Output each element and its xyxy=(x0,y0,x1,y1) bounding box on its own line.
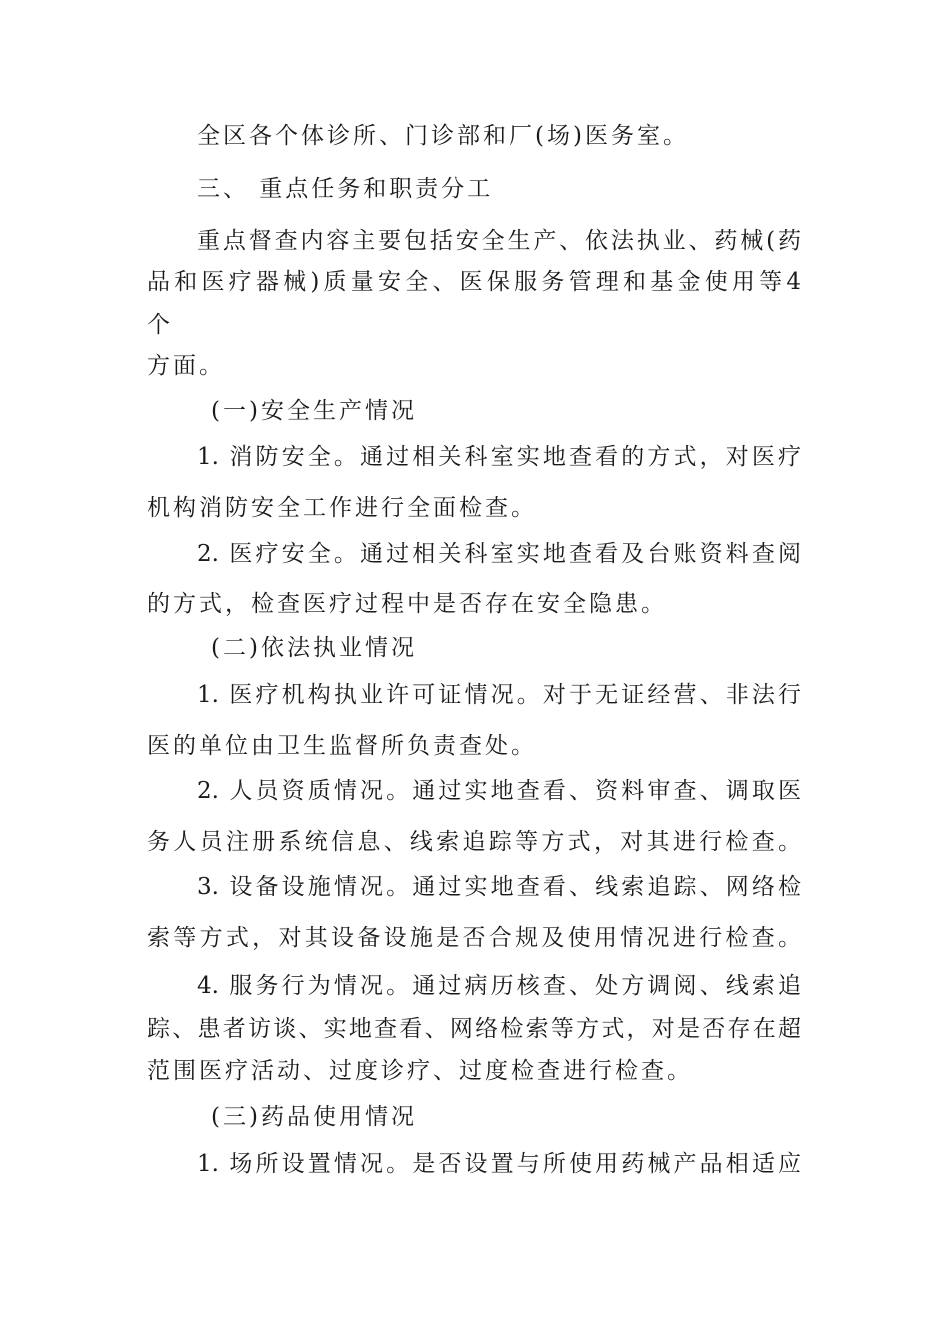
paragraph-line: 3. 设备设施情况。通过实地查看、线索追踪、网络检 xyxy=(197,874,801,900)
paragraph-line: 品和医疗器械)质量安全、医保服务管理和基金使用等4 xyxy=(147,269,801,295)
paragraph-line: 踪、患者访谈、实地查看、网络检索等方式，对是否存在超 xyxy=(147,1016,801,1042)
paragraph-line: 机构消防安全工作进行全面检查。 xyxy=(147,495,537,521)
paragraph-line: 4. 服务行为情况。通过病历核查、处方调阅、线索追 xyxy=(197,973,801,999)
paragraph-line: 1. 医疗机构执业许可证情况。对于无证经营、非法行 xyxy=(197,682,801,708)
paragraph-line: 重点督查内容主要包括安全生产、依法执业、药械(药 xyxy=(197,228,801,254)
paragraph-line: 范围医疗活动、过度诊疗、过度检查进行检查。 xyxy=(147,1058,693,1084)
subsection-heading: (三)药品使用情况 xyxy=(211,1104,417,1130)
paragraph-line: 索等方式，对其设备设施是否合规及使用情况进行检查。 xyxy=(147,925,801,951)
subsection-heading: (一)安全生产情况 xyxy=(211,398,417,424)
paragraph-line: 方面。 xyxy=(147,353,225,379)
paragraph-line: 个 xyxy=(147,312,173,338)
paragraph-line: 医的单位由卫生监督所负责查处。 xyxy=(147,733,537,759)
paragraph-line: 务人员注册系统信息、线索追踪等方式，对其进行检查。 xyxy=(147,829,801,855)
paragraph-line: 全区各个体诊所、门诊部和厂(场)医务室。 xyxy=(197,123,689,149)
subsection-heading: (二)依法执业情况 xyxy=(211,635,417,661)
paragraph-line: 2. 人员资质情况。通过实地查看、资料审查、调取医 xyxy=(197,778,801,804)
paragraph-line: 的方式，检查医疗过程中是否存在安全隐患。 xyxy=(147,591,667,617)
paragraph-line: 1. 消防安全。通过相关科室实地查看的方式，对医疗 xyxy=(197,444,801,470)
paragraph-line: 2. 医疗安全。通过相关科室实地查看及台账资料查阅 xyxy=(197,541,801,567)
paragraph-line: 1. 场所设置情况。是否设置与所使用药械产品相适应 xyxy=(197,1151,801,1177)
section-heading: 三、 重点任务和职责分工 xyxy=(197,176,494,202)
